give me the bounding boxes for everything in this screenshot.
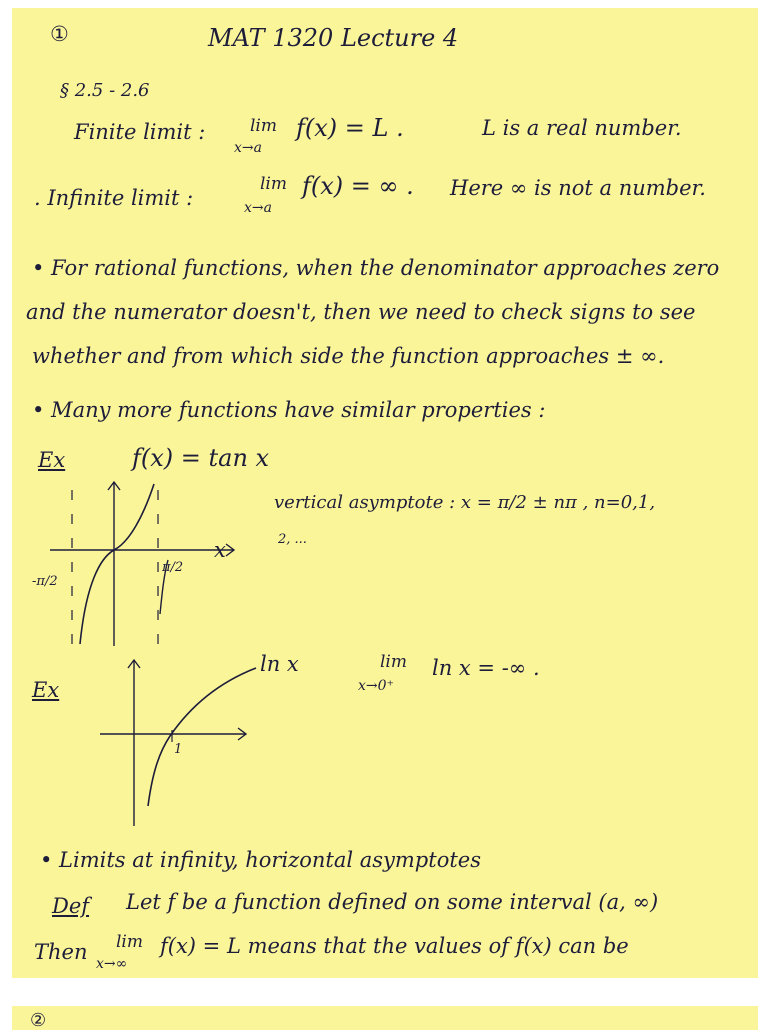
then-label: Then [34,940,88,964]
finite-limit-subscript: x→a [234,140,262,156]
ln-tick-one-label: 1 [174,742,183,757]
page-2-number: ② [30,1010,47,1031]
definition-rest: f(x) = L means that the values of f(x) can be [160,934,629,958]
infinite-limit-label: . Infinite limit : [34,186,194,210]
definition-label: Def [52,894,90,918]
next-notebook-page [12,1006,758,1030]
ln-limit-subscript: x→0⁺ [358,678,394,694]
infinite-limit-subscript: x→a [244,200,272,216]
ln-limit-lim: lim [380,652,407,672]
tan-graph [38,474,278,654]
example-2-label: Ex [32,678,60,702]
tan-x-label: x [214,538,226,562]
vertical-asymptote-continuation: 2, ... [278,532,307,547]
rational-line-1: • For rational functions, when the denominator approaches zero [32,256,720,280]
infinite-limit-expression: f(x) = ∞ . [302,172,414,200]
example-1-label: Ex [38,448,66,472]
example-1-function: f(x) = tan x [132,444,270,472]
notebook-page [12,8,758,978]
definition-text: Let f be a function defined on some interval (a, ∞) [126,890,659,914]
many-functions-line: • Many more functions have similar properties : [32,398,546,422]
tick-neg-pi-over-2: -π/2 [32,574,58,589]
vertical-asymptote-text: vertical asymptote : x = π/2 ± nπ , n=0,1, [274,492,656,513]
ln-curve [148,668,256,806]
ln-limit-expression: ln x = -∞ . [432,656,540,680]
page-number: ① [50,22,69,46]
ln-graph [96,656,296,836]
definition-subscript: x→∞ [96,956,128,972]
infinite-limit-lim: lim [260,174,287,194]
tan-curve [80,484,154,644]
limits-at-infinity-heading: • Limits at infinity, horizontal asymptotes [40,848,481,872]
rational-line-3: whether and from which side the function approaches ± ∞. [32,344,665,368]
definition-lim: lim [116,932,143,952]
tick-pi-over-2: π/2 [162,560,184,575]
finite-limit-expression: f(x) = L . [296,114,404,142]
ln-curve-label: ln x [260,652,299,676]
finite-limit-label: Finite limit : [74,120,206,144]
finite-limit-lim: lim [250,116,277,136]
infinite-limit-note: Here ∞ is not a number. [450,176,706,200]
rational-line-2: and the numerator doesn't, then we need to check signs to see [26,300,696,324]
page-title: MAT 1320 Lecture 4 [208,24,459,52]
finite-limit-note: L is a real number. [482,116,682,140]
section-reference: § 2.5 - 2.6 [60,80,150,101]
